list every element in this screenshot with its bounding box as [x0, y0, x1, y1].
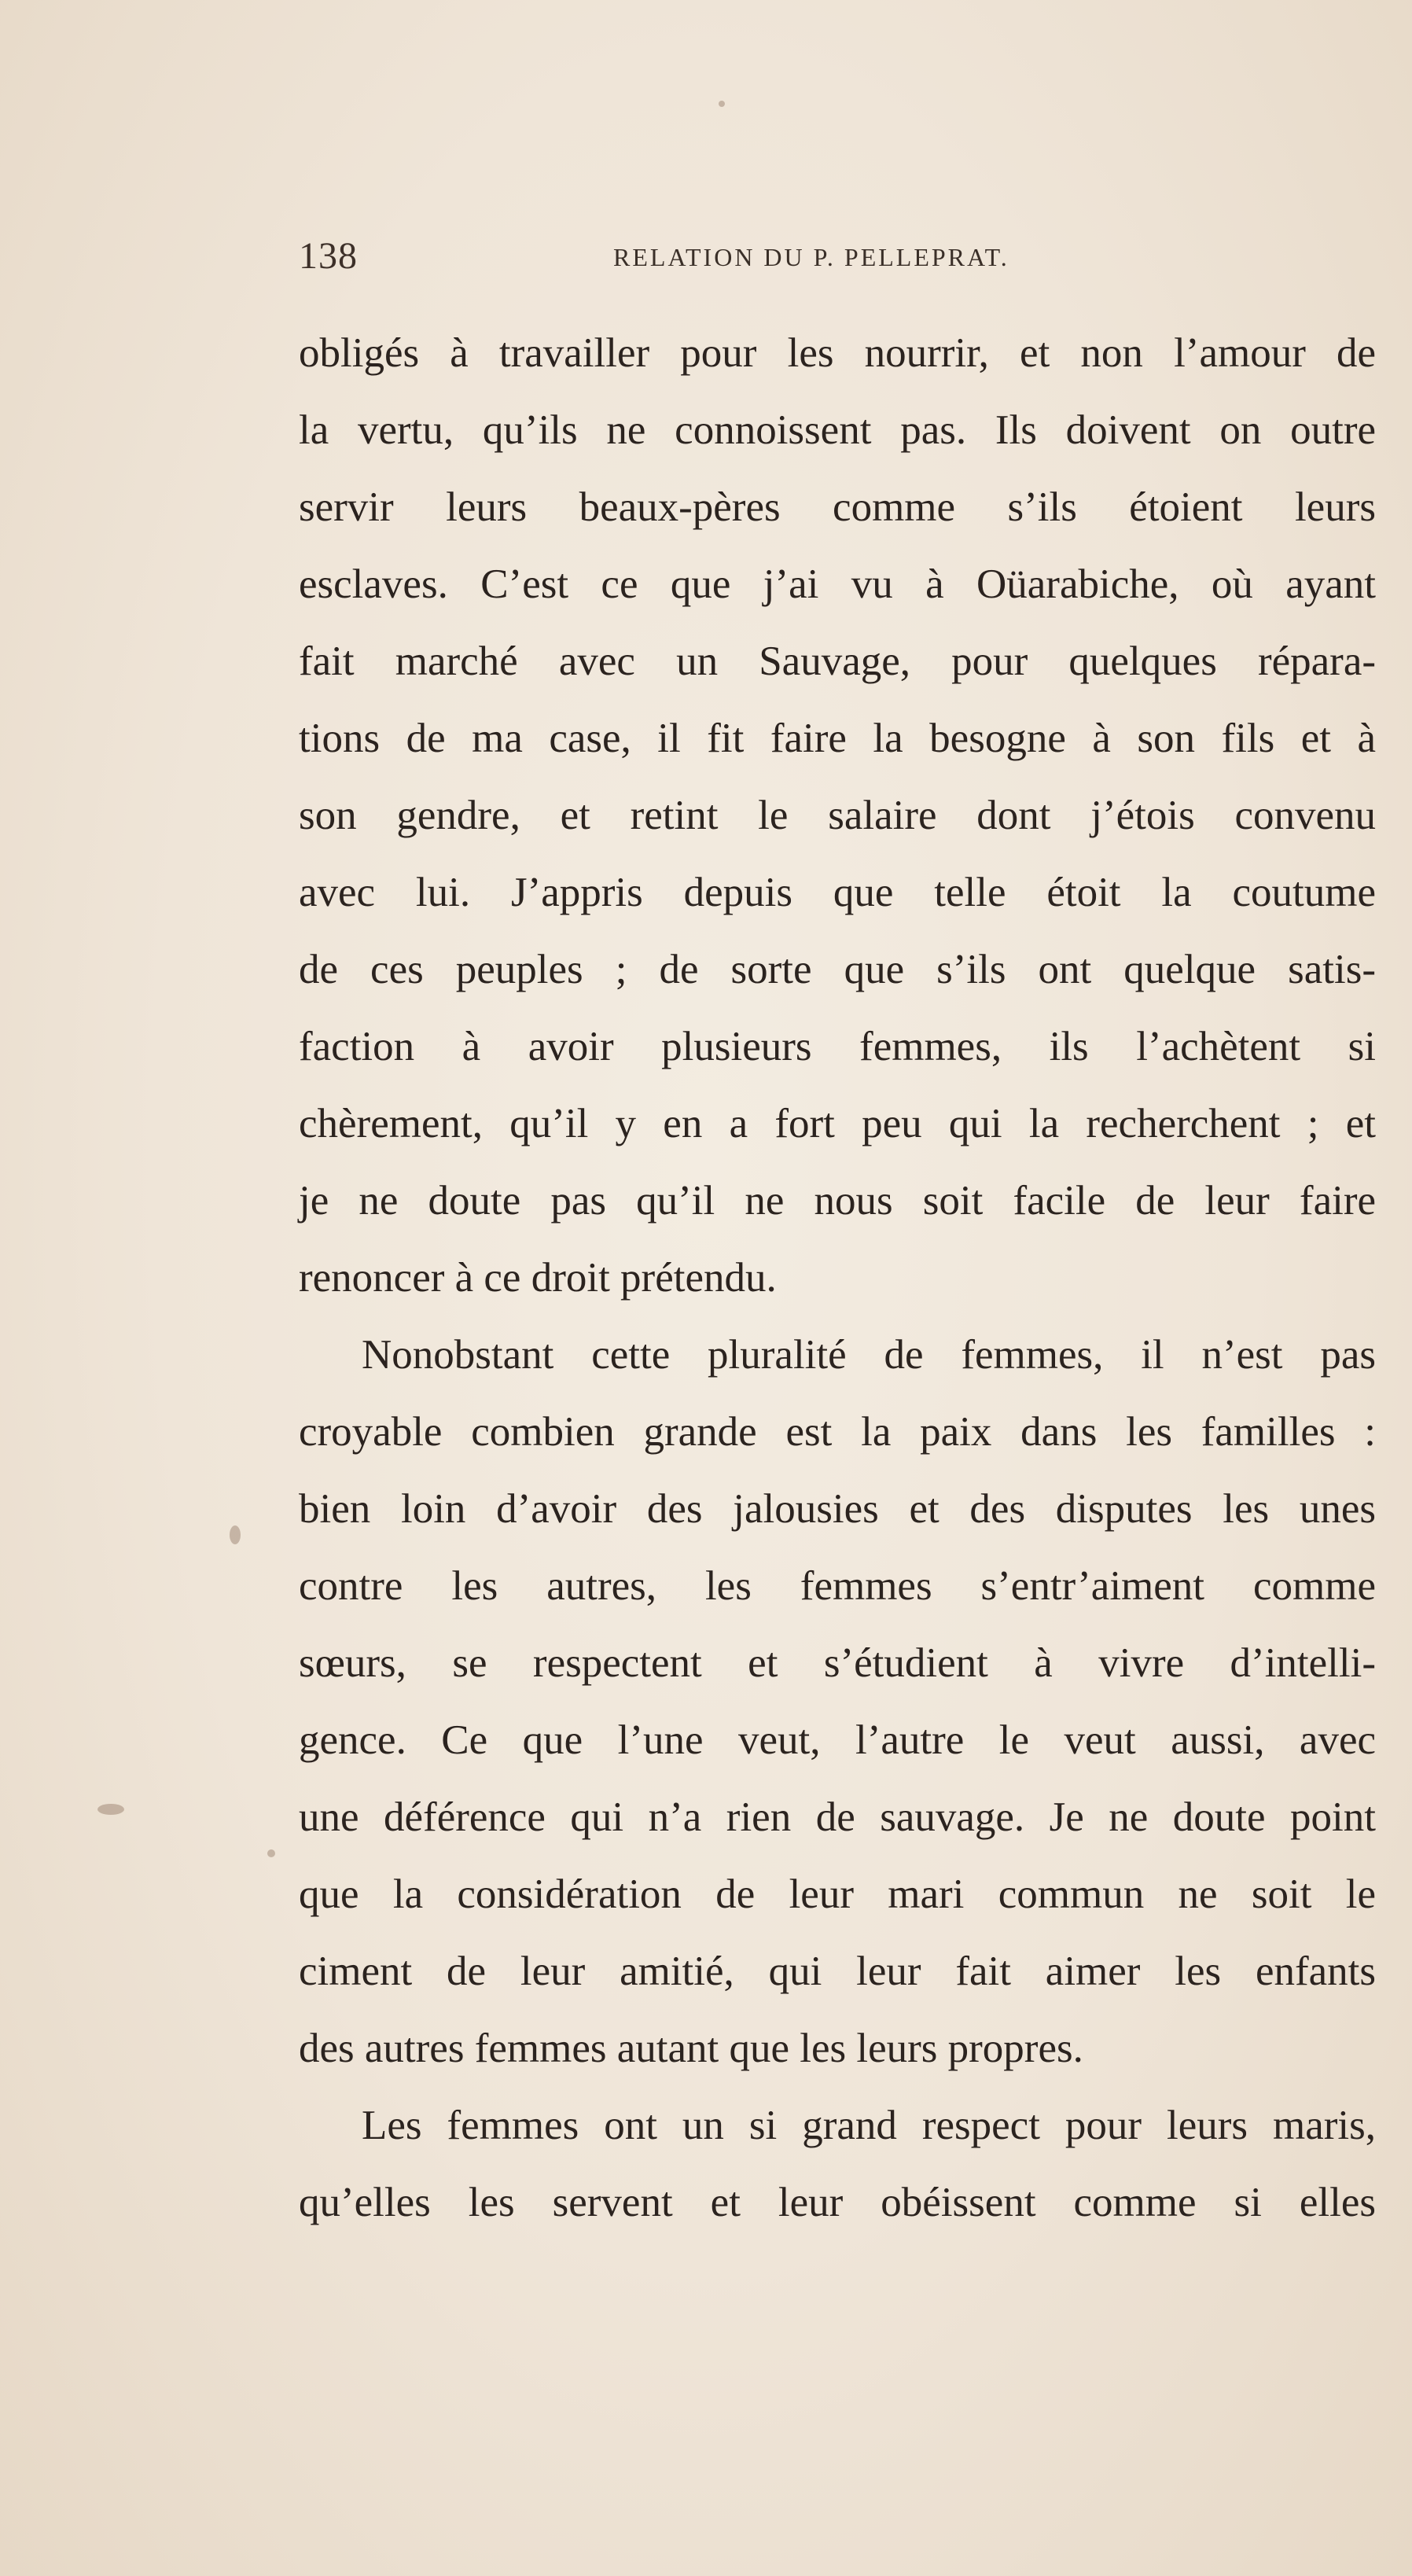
text-line: son gendre, et retint le salaire dont j’étois convenu [299, 793, 1376, 838]
text-line: bien loin d’avoir des jalousies et des disputes les unes [299, 1486, 1376, 1532]
ink-spot [97, 1804, 124, 1815]
body-text [299, 315, 1376, 2241]
running-head: RELATION DU P. PELLEPRAT. [613, 243, 1009, 271]
paragraph-first-line: Les femmes ont un si grand respect pour leurs maris, [362, 2103, 1376, 2148]
paragraph-last-line: des autres femmes autant que les leurs propres. [299, 2026, 1083, 2071]
text-line: servir leurs beaux-pères comme s’ils étoient leurs [299, 484, 1376, 530]
text-line: gence. Ce que l’une veut, l’autre le veut aussi, avec [299, 1717, 1376, 1763]
text-line: contre les autres, les femmes s’entr’aiment comme [299, 1563, 1376, 1609]
text-line: faction à avoir plusieurs femmes, ils l’achètent si [299, 1024, 1376, 1069]
ink-spot [719, 101, 725, 107]
text-line: chèrement, qu’il y en a fort peu qui la recherchent ; et [299, 1101, 1376, 1146]
text-line: croyable combien grande est la paix dans les familles : [299, 1409, 1376, 1455]
text-line: sœurs, se respectent et s’étudient à vivre d’intelli- [299, 1640, 1376, 1686]
ink-spot [267, 1849, 275, 1857]
paragraph-last-line: renoncer à ce droit prétendu. [299, 1255, 777, 1301]
text-line: une déférence qui n’a rien de sauvage. Je ne doute point [299, 1794, 1376, 1840]
text-line: esclaves. C’est ce que j’ai vu à Oüarabiche, où ayant [299, 561, 1376, 607]
text-line: tions de ma case, il fit faire la besogne à son fils et à [299, 716, 1376, 761]
text-line: obligés à travailler pour les nourrir, et non l’amour de [299, 330, 1376, 376]
text-line: qu’elles les servent et leur obéissent comme si elles [299, 2180, 1376, 2225]
text-line: avec lui. J’appris depuis que telle étoit la coutume [299, 870, 1376, 915]
paragraph-first-line: Nonobstant cette pluralité de femmes, il n’est pas [362, 1332, 1376, 1378]
ink-spot [230, 1525, 241, 1544]
text-line: ciment de leur amitié, qui leur fait aimer les enfants [299, 1949, 1376, 1994]
page-number: 138 [299, 235, 358, 277]
text-line: que la considération de leur mari commun ne soit le [299, 1871, 1376, 1917]
text-line: la vertu, qu’ils ne connoissent pas. Ils doivent on outre [299, 407, 1376, 453]
text-line: fait marché avec un Sauvage, pour quelques répara- [299, 638, 1376, 684]
page-header [299, 233, 1148, 280]
text-line: de ces peuples ; de sorte que s’ils ont quelque satis- [299, 947, 1376, 992]
text-line: je ne doute pas qu’il ne nous soit facile de leur faire [299, 1178, 1376, 1224]
